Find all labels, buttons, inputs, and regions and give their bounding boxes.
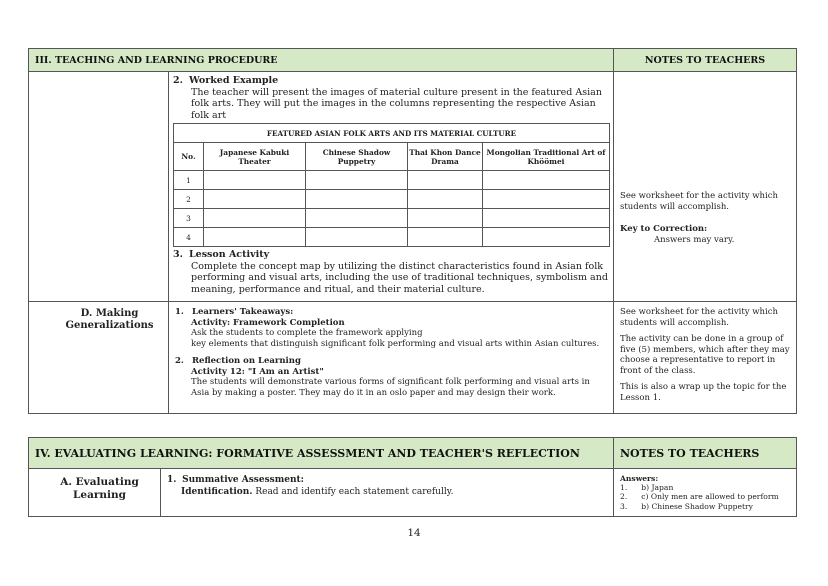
evaluating-learning-label (29, 469, 161, 517)
table-cell (204, 209, 306, 228)
making-generalizations-text: D. Making Generalizations (65, 308, 154, 331)
table-cell (408, 190, 483, 209)
answer-item (620, 492, 790, 501)
table-cell (204, 190, 306, 209)
table-row (174, 171, 610, 190)
answers-label: Answers: (620, 474, 659, 483)
table-cell (483, 171, 610, 190)
reflection-activity: Activity 12: "I Am an Artist" (191, 366, 324, 377)
making-generalizations-content (169, 302, 614, 414)
evaluating-learning-content (161, 469, 614, 517)
evaluating-learning-table (28, 437, 797, 517)
empty-label-cell (29, 72, 169, 302)
lesson-activity-title: Lesson Activity (188, 249, 270, 260)
answer-text: c) Only men are allowed to perform (641, 492, 779, 502)
table-cell (408, 228, 483, 247)
worked-example-text: The teacher will present the images of material culture present in the featured Asian folk arts. They will put the images in the columns representing the respective Asian folk art (191, 86, 602, 121)
answer-num: 1. (620, 483, 628, 493)
notes2-p2: The activity can be done in a group of five (5) members, which after they may choose a representative to report in front of the class. (620, 334, 790, 376)
table-row (174, 190, 610, 209)
answers-cell (614, 469, 797, 517)
featured-table-caption: FEATURED ASIAN FOLK ARTS AND ITS MATERIAL CULTURE (174, 124, 610, 143)
notes-cell-1 (614, 72, 797, 302)
key-to-correction-label: Key to Correction: (620, 224, 708, 234)
takeaways-title: Learners' Takeaways: (191, 307, 294, 317)
row-number: 4 (174, 228, 204, 247)
section4-header (29, 438, 614, 469)
answer-item (620, 483, 790, 492)
featured-folk-arts-table (173, 123, 610, 247)
notes-cell-2 (614, 302, 797, 414)
worked-example-title: Worked Example (188, 75, 279, 86)
worked-example (169, 72, 613, 123)
takeaways-num: 1. (175, 307, 184, 317)
takeaways-text1: Ask the students to complete the framework applying (191, 328, 423, 338)
takeaways-text2: key elements that distinguish significant folk performing and visual arts within Asian cultures. (191, 338, 600, 349)
table-cell (483, 209, 610, 228)
lesson-activity (169, 247, 613, 298)
col-header-no: No. (174, 143, 204, 171)
making-generalizations-label (29, 302, 169, 414)
table-cell (483, 228, 610, 247)
reflection-text: The students will demonstrate various forms of significant folk performing and visual arts in Asia by making a poster. They may do it in an oslo paper and may design their work. (191, 377, 590, 398)
answer-num: 3. (620, 501, 628, 511)
summative-title: Summative Assessment: (182, 475, 304, 485)
section3-title: III. TEACHING AND LEARNING PROCEDURE (35, 54, 278, 66)
table-cell (204, 171, 306, 190)
table-cell (306, 209, 408, 228)
notes1-text: See worksheet for the activity which students will accomplish. (620, 191, 778, 212)
table-cell (306, 171, 408, 190)
col-header-khoomei: Mongolian Traditional Art of Khöömei (483, 143, 610, 171)
identification-text: Read and identify each statement carefully. (255, 486, 454, 497)
notes-header-2 (614, 438, 797, 469)
table-row (174, 209, 610, 228)
col-header-shadow-puppetry: Chinese Shadow Puppetry (306, 143, 408, 171)
notes-title-2: NOTES TO TEACHERS (620, 446, 760, 460)
key-to-correction-text: Answers may vary. (654, 234, 735, 245)
teaching-procedure-table (28, 48, 797, 414)
notes2-p3: This is also a wrap up the topic for the Lesson 1. (620, 382, 787, 403)
notes-title: NOTES TO TEACHERS (644, 54, 766, 66)
table-cell (408, 171, 483, 190)
section3-header (29, 49, 614, 72)
notes2-p1: See worksheet for the activity which students will accomplish. (620, 307, 778, 328)
row-number: 3 (174, 209, 204, 228)
takeaways-activity: Activity: Framework Completion (191, 317, 345, 328)
col-header-khon: Thai Khon Dance Drama (408, 143, 483, 171)
answer-text: b) Japan (641, 483, 674, 493)
table-row (174, 228, 610, 247)
worked-example-num: 2. (173, 75, 183, 86)
table-cell (306, 190, 408, 209)
answer-item (620, 502, 790, 511)
lesson-activity-text: Complete the concept map by utilizing the distinct characteristics found in Asian folk performing and visual arts, including the use of traditional techniques, symbolism and meaning, performance and ritual, and their material culture. (191, 260, 608, 295)
table-cell (204, 228, 306, 247)
row-number: 1 (174, 171, 204, 190)
reflection-num: 2. (175, 356, 184, 366)
summative-num: 1. (167, 475, 177, 485)
row-number: 2 (174, 190, 204, 209)
lesson-activity-num: 3. (173, 249, 183, 260)
section4-title: IV. EVALUATING LEARNING: FORMATIVE ASSESSMENT AND TEACHER'S REFLECTION (35, 446, 580, 460)
notes-header (614, 49, 797, 72)
table-cell (306, 228, 408, 247)
col-header-kabuki: Japanese Kabuki Theater (204, 143, 306, 171)
answer-text: b) Chinese Shadow Puppetry (641, 501, 753, 511)
page-number: 14 (407, 527, 421, 539)
procedure-content (169, 72, 614, 302)
evaluating-learning-text: A. Evaluating Learning (60, 476, 139, 501)
reflection-title: Reflection on Learning (191, 356, 301, 366)
answer-num: 2. (620, 492, 628, 502)
table-cell (408, 209, 483, 228)
table-cell (483, 190, 610, 209)
identification-label: Identification. (181, 486, 253, 497)
